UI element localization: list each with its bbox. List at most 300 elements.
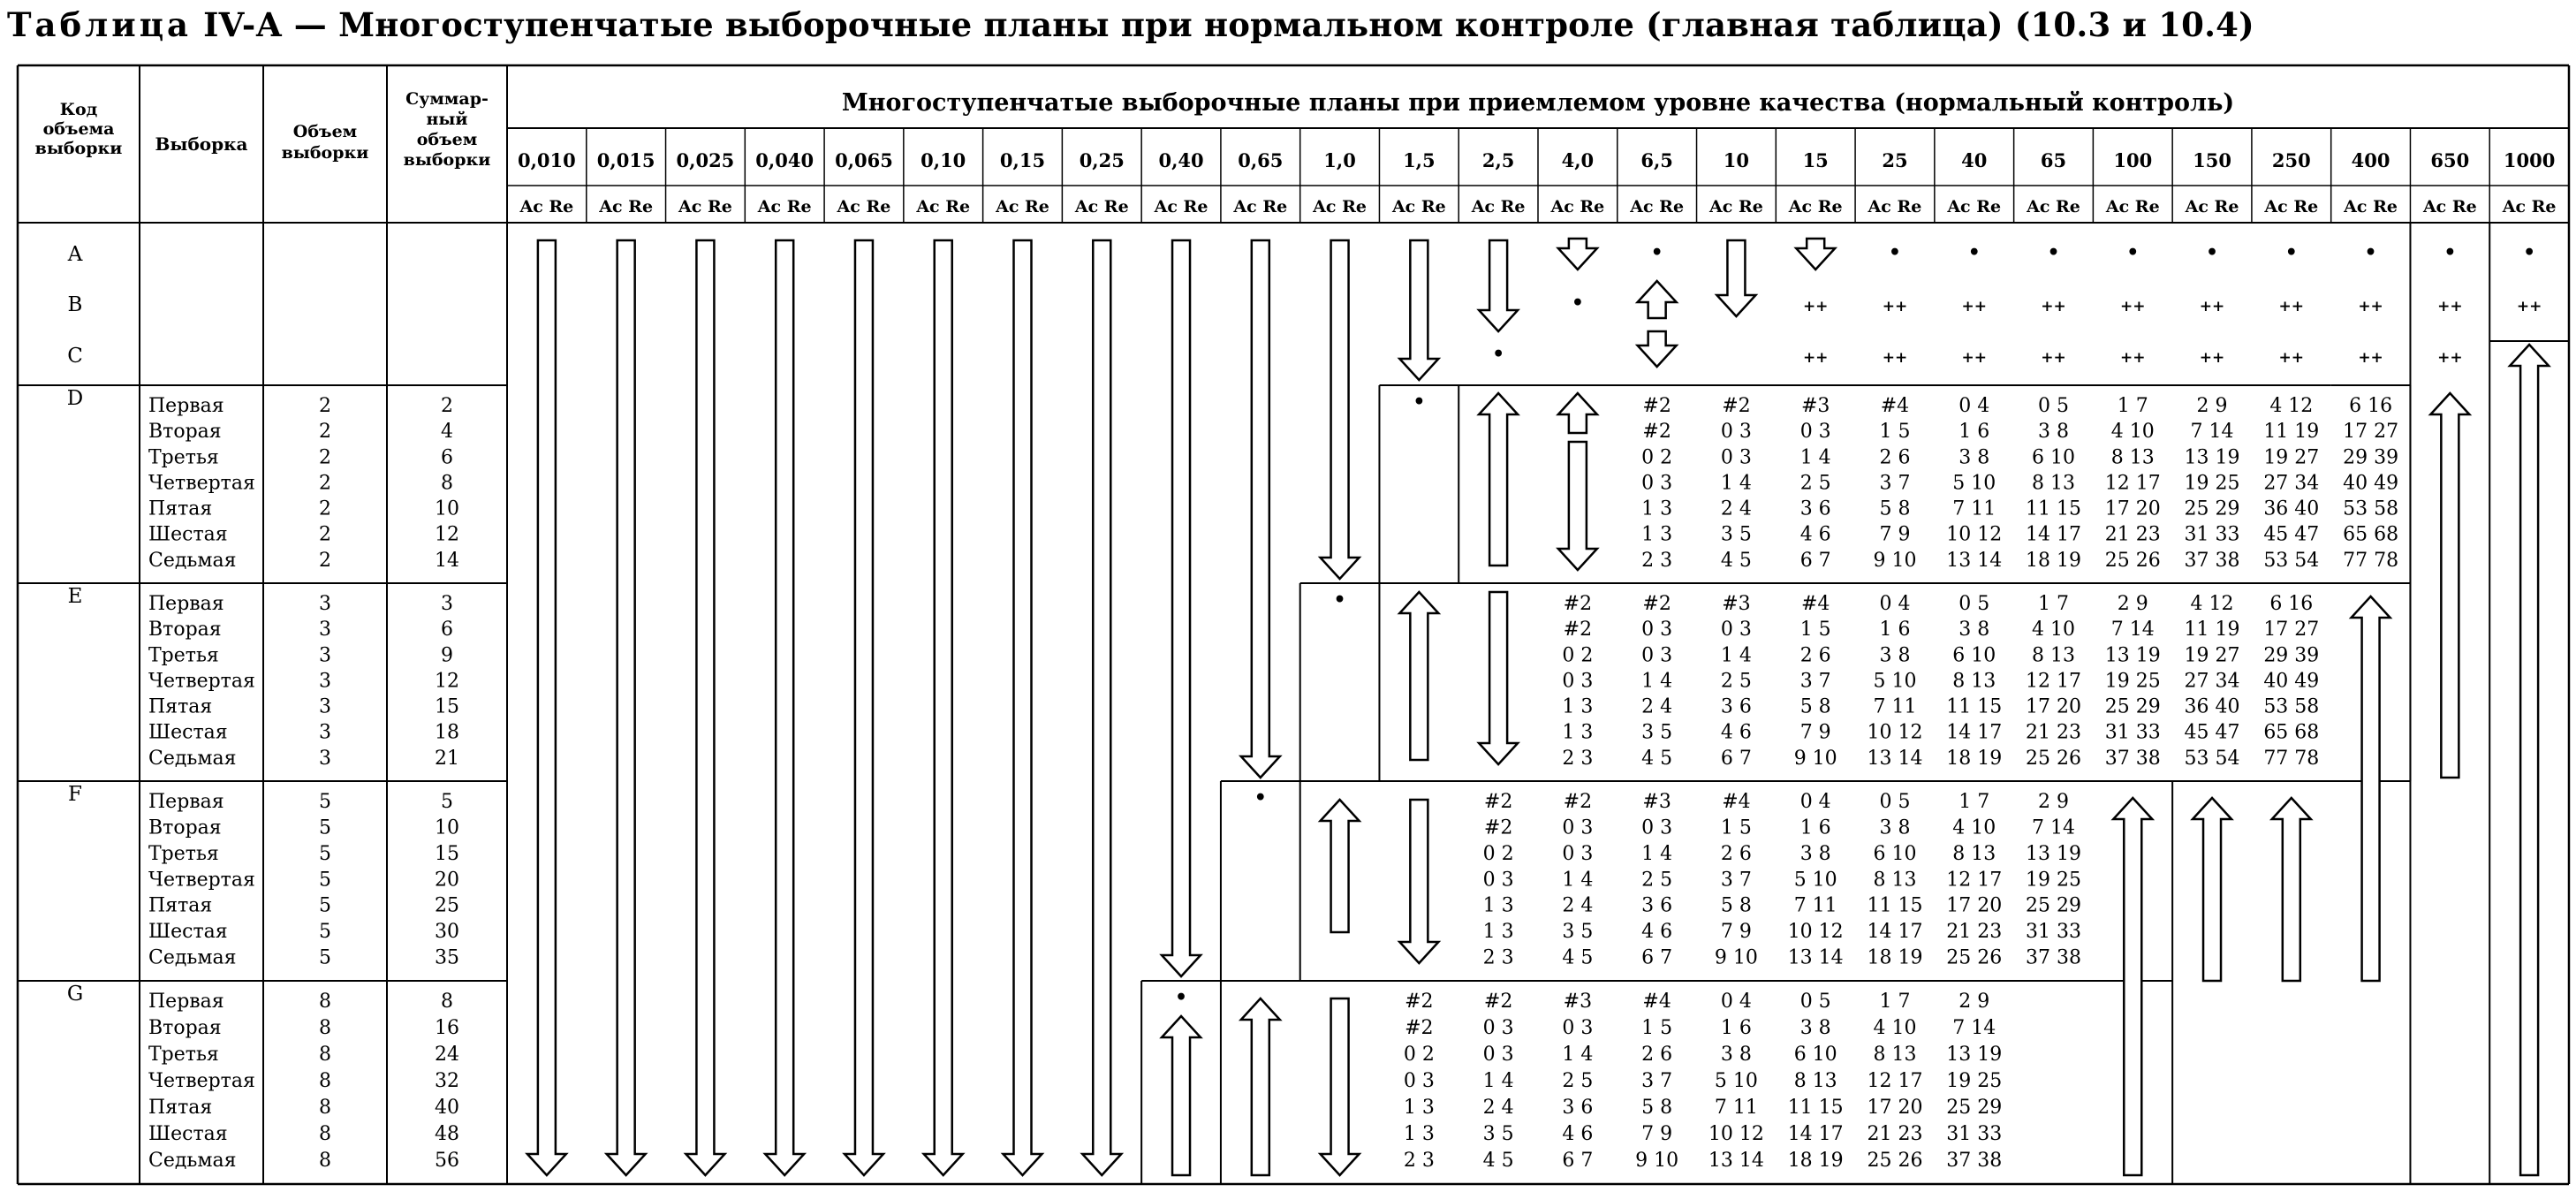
arrow-down-icon (1479, 592, 1518, 764)
plan-value: 53 54 (2263, 549, 2320, 572)
cumulative-size: 4 (441, 421, 453, 444)
arrow-down-icon (1162, 240, 1201, 976)
ac-re-header: Ac Re (1313, 197, 1367, 216)
plan-value: 3 6 (1641, 894, 1673, 917)
plan-value: 1 3 (1641, 523, 1673, 546)
plan-plus: ++ (2041, 298, 2066, 315)
plan-plus: ++ (1802, 298, 1829, 315)
ac-re-header: Ac Re (1471, 197, 1526, 216)
plan-dot: • (1333, 588, 1346, 611)
plan-dot: • (2523, 241, 2536, 264)
cumulative-header: выборки (403, 150, 491, 170)
plan-value: #3 (1563, 991, 1593, 1013)
plan-value: 1 3 (1641, 497, 1673, 520)
cumulative-size: 5 (441, 791, 453, 813)
aql-header: 0,65 (1238, 149, 1284, 171)
sample-size: 2 (319, 421, 331, 444)
plan-value: #3 (1722, 593, 1751, 615)
aql-header: 0,10 (921, 149, 966, 171)
cumulative-size: 8 (441, 991, 453, 1013)
plan-value: 19 25 (2026, 869, 2081, 892)
plan-value: #2 (1563, 593, 1593, 615)
plan-value: 2 6 (1641, 1044, 1673, 1066)
sample-code: E (67, 585, 83, 608)
aql-header: 6,5 (1640, 149, 1673, 171)
plan-value: 12 17 (2104, 472, 2161, 495)
cumulative-size: 20 (435, 869, 459, 892)
plan-value: 2 4 (1482, 1097, 1514, 1119)
sample-size: 8 (319, 1017, 331, 1039)
plan-value: 0 4 (1799, 791, 1831, 813)
plan-value: 25 29 (2026, 894, 2081, 917)
sample-size: 8 (319, 991, 331, 1013)
plan-value: 21 23 (2104, 523, 2161, 546)
aql-header: 0,40 (1158, 149, 1204, 171)
sample-size: 3 (319, 695, 331, 718)
plan-value: 2 5 (1562, 1070, 1594, 1092)
sample-size: 5 (319, 946, 331, 969)
sample-size: 8 (319, 1070, 331, 1092)
plan-value: 3 5 (1562, 921, 1594, 944)
aql-header: 0,040 (755, 149, 814, 171)
plan-dot: • (1967, 241, 1981, 264)
stage-name: Седьмая (148, 549, 237, 572)
aql-header: 4,0 (1561, 149, 1595, 171)
plan-value: 3 6 (1799, 497, 1831, 520)
aql-header: 400 (2351, 149, 2390, 171)
arrow-down-icon (1004, 240, 1042, 1175)
plan-value: 7 14 (1952, 1017, 1996, 1039)
plan-value: 12 17 (2026, 670, 2081, 693)
stage-name: Шестая (148, 523, 228, 546)
aql-header: 1,0 (1323, 149, 1356, 171)
stage-name: Шестая (148, 1123, 228, 1145)
arrow-up-icon (2430, 393, 2469, 778)
plan-value: 1 4 (1562, 1044, 1594, 1066)
plan-value: 1 6 (1959, 421, 1990, 444)
arrow-up-icon (1399, 592, 1438, 760)
plan-value: 5 8 (1879, 497, 1911, 520)
plan-value: 0 2 (1482, 842, 1514, 865)
sample-size: 5 (319, 921, 331, 944)
arrow-up-icon (1638, 281, 1677, 318)
plan-dot: • (2284, 241, 2298, 264)
plan-value: 8 13 (1793, 1070, 1837, 1092)
code-header: выборки (34, 139, 123, 158)
cumulative-size: 21 (435, 747, 459, 770)
plan-value: 14 17 (2026, 523, 2081, 546)
plan-value: #2 (1483, 791, 1513, 813)
aql-header: 250 (2271, 149, 2311, 171)
page-title (7, 5, 2254, 44)
plan-dot: • (1888, 241, 1901, 264)
plan-dot: • (2364, 241, 2377, 264)
plan-value: 1 3 (1562, 695, 1594, 718)
plan-value: 3 8 (1720, 1044, 1752, 1066)
plan-value: 13 14 (1867, 747, 1923, 770)
plan-value: 19 25 (2104, 670, 2161, 693)
plan-plus: ++ (2120, 298, 2146, 315)
plan-plus: ++ (2358, 298, 2383, 315)
plan-value: 14 17 (1787, 1123, 1844, 1145)
plan-value: 0 5 (1879, 791, 1911, 813)
ac-re-header: Ac Re (1630, 197, 1685, 216)
plan-value: 2 4 (1641, 695, 1673, 718)
aql-header: 40 (1961, 149, 1988, 171)
plan-plus: ++ (1961, 349, 1987, 367)
plan-value: 2 9 (2038, 791, 2069, 813)
cumulative-size: 18 (435, 721, 459, 744)
plan-value: 7 11 (1952, 497, 1996, 520)
plan-value: 11 19 (2184, 619, 2240, 642)
arrow-up-icon (2113, 798, 2152, 1175)
plan-value: 0 5 (2038, 395, 2069, 417)
sample-size: 5 (319, 869, 331, 892)
sample-code: F (68, 783, 82, 806)
sample-size: 8 (319, 1123, 331, 1145)
plan-value: 17 20 (2026, 695, 2081, 718)
stage-name: Вторая (148, 421, 222, 444)
plan-value: 1 7 (2038, 593, 2069, 615)
plan-value: 3 6 (1562, 1097, 1594, 1119)
plan-dot: • (1254, 786, 1267, 809)
stage-name: Пятая (148, 894, 213, 917)
plan-value: 0 3 (1720, 421, 1752, 444)
plan-value: 1 4 (1720, 644, 1752, 667)
ac-re-header: Ac Re (2502, 197, 2557, 216)
sample-size: 8 (319, 1097, 331, 1119)
plan-dot: • (2126, 241, 2140, 264)
ac-re-header: Ac Re (2105, 197, 2160, 216)
plan-dot: • (2443, 241, 2457, 264)
plan-value: 12 17 (1946, 869, 2003, 892)
plan-value: 6 10 (1793, 1044, 1837, 1066)
plan-value: 7 11 (1714, 1097, 1758, 1119)
plan-value: 1 4 (1641, 670, 1673, 693)
sample-code: B (67, 293, 83, 316)
arrow-down-icon (527, 240, 566, 1175)
plan-value: 7 14 (2190, 421, 2234, 444)
plan-value: 1 7 (1959, 791, 1990, 813)
sample-size: 2 (319, 446, 331, 469)
plan-value: 3 7 (1720, 869, 1752, 892)
plan-value: 3 8 (1959, 619, 1990, 642)
plan-value: 9 10 (1714, 946, 1758, 969)
ac-re-header: Ac Re (678, 197, 732, 216)
sample-size: 5 (319, 816, 331, 839)
plan-value: 3 8 (1799, 842, 1831, 865)
sample-size: 3 (319, 644, 331, 667)
plan-value: 1 5 (1720, 816, 1752, 839)
plan-value: 0 3 (1562, 670, 1594, 693)
plan-value: 25 29 (2184, 497, 2240, 520)
aql-header: 1000 (2503, 149, 2556, 171)
stage-name: Четвертая (148, 869, 255, 892)
cumulative-size: 25 (435, 894, 459, 917)
arrow-down-icon (1082, 240, 1121, 1175)
plan-value: 3 5 (1641, 721, 1673, 744)
aql-header: 1,5 (1403, 149, 1436, 171)
plan-value: 5 10 (1873, 670, 1917, 693)
stage-name: Пятая (148, 1097, 213, 1119)
stage-name: Первая (148, 991, 224, 1013)
aql-header: 15 (1802, 149, 1829, 171)
plan-value: 2 5 (1641, 869, 1673, 892)
plan-value: 0 3 (1403, 1070, 1435, 1092)
plan-value: 0 3 (1641, 472, 1673, 495)
arrow-up-icon (1558, 393, 1597, 433)
plan-value: 40 49 (2263, 670, 2320, 693)
plan-value: 4 6 (1799, 523, 1831, 546)
plan-value: 1 6 (1879, 619, 1911, 642)
cumulative-size: 35 (435, 946, 459, 969)
plan-value: 6 7 (1799, 549, 1831, 572)
plan-value: 1 6 (1720, 1017, 1752, 1039)
stage-name: Седьмая (148, 946, 237, 969)
plan-value: 9 10 (1793, 747, 1837, 770)
plan-value: 1 5 (1799, 619, 1831, 642)
sample-size: 3 (319, 721, 331, 744)
plan-value: #4 (1800, 593, 1830, 615)
plan-value: 2 9 (1959, 991, 1990, 1013)
cumulative-header: объем (416, 130, 478, 149)
cumulative-size: 9 (441, 644, 453, 667)
plan-value: 6 7 (1641, 946, 1673, 969)
plan-value: #4 (1642, 991, 1671, 1013)
arrow-up-icon (2352, 596, 2390, 981)
plan-value: 25 26 (2104, 549, 2161, 572)
plan-value: 13 14 (1946, 549, 2003, 572)
plan-value: 3 8 (2038, 421, 2069, 444)
plan-dot: • (1175, 986, 1188, 1009)
plan-value: 4 10 (2110, 421, 2155, 444)
plan-value: 31 33 (2184, 523, 2240, 546)
plan-value: 6 7 (1720, 747, 1752, 770)
aql-header: 100 (2113, 149, 2153, 171)
stage-name: Третья (148, 446, 219, 469)
plan-value: 45 47 (2184, 721, 2240, 744)
plan-value: 18 19 (1867, 946, 1923, 969)
ac-re-header: Ac Re (519, 197, 574, 216)
stage-name: Четвертая (148, 1070, 255, 1092)
plan-value: #2 (1563, 619, 1593, 642)
plan-value: 1 4 (1799, 446, 1831, 469)
plan-value: #2 (1483, 816, 1513, 839)
plan-value: 0 4 (1879, 593, 1911, 615)
sample-size: 2 (319, 497, 331, 520)
aql-header: 0,065 (835, 149, 893, 171)
plan-plus: ++ (2278, 349, 2305, 367)
plan-value: 2 4 (1562, 894, 1594, 917)
stage-name: Третья (148, 842, 219, 865)
plan-value: 1 3 (1482, 921, 1514, 944)
plan-value: 17 20 (1946, 894, 2003, 917)
plan-value: #2 (1405, 1017, 1434, 1039)
plan-value: 53 54 (2184, 747, 2240, 770)
arrow-up-icon (2510, 345, 2549, 1175)
plan-plus: ++ (2041, 349, 2066, 367)
plan-value: 10 12 (1867, 721, 1923, 744)
plan-value: 2 6 (1799, 644, 1831, 667)
plan-value: 6 7 (1562, 1150, 1594, 1172)
sample-size: 3 (319, 670, 331, 693)
plan-value: 2 5 (1799, 472, 1831, 495)
plan-value: 37 38 (2184, 549, 2240, 572)
plan-value: 4 6 (1641, 921, 1673, 944)
plan-value: 13 19 (2026, 842, 2081, 865)
plan-value: 18 19 (1946, 747, 2003, 770)
plan-value: 0 3 (1641, 644, 1673, 667)
arrow-down-icon (1558, 442, 1597, 570)
plan-plus: ++ (2358, 349, 2383, 367)
aql-header: 0,025 (676, 149, 735, 171)
stage-name: Шестая (148, 921, 228, 944)
plan-value: 8 13 (1952, 670, 1996, 693)
arrow-up-icon (1162, 1016, 1201, 1175)
plan-value: 8 13 (1873, 1044, 1917, 1066)
sample-size: 8 (319, 1150, 331, 1172)
cumulative-size: 10 (435, 816, 459, 839)
code-header: Код (59, 100, 98, 119)
cumulative-size: 32 (435, 1070, 459, 1092)
stage-name: Третья (148, 1044, 219, 1066)
sample-code: C (67, 345, 83, 368)
plan-value: 3 8 (1879, 816, 1911, 839)
sample-size: 5 (319, 842, 331, 865)
plan-value: 5 10 (1952, 472, 1996, 495)
plan-value: 5 8 (1799, 695, 1831, 718)
plan-value: 8 13 (1873, 869, 1917, 892)
plan-value: 8 13 (2032, 644, 2075, 667)
plan-value: #2 (1642, 421, 1671, 444)
plan-value: 29 39 (2263, 644, 2320, 667)
ac-re-header: Ac Re (837, 197, 891, 216)
plan-value: 40 49 (2343, 472, 2399, 495)
plan-value: 1 4 (1641, 842, 1673, 865)
plan-value: 27 34 (2184, 670, 2240, 693)
plan-plus: ++ (2120, 349, 2146, 367)
plan-value: 4 5 (1720, 549, 1752, 572)
plan-value: 3 7 (1799, 670, 1831, 693)
plan-value: 17 20 (2104, 497, 2161, 520)
aql-header: 0,15 (999, 149, 1046, 171)
page-title-lead: Таблица (7, 5, 193, 44)
plan-value: 12 17 (1867, 1070, 1923, 1092)
plan-plus: ++ (2437, 349, 2463, 367)
plan-value: 0 3 (1720, 446, 1752, 469)
plan-value: 11 15 (1946, 695, 2003, 718)
ac-re-header: Ac Re (2185, 197, 2239, 216)
plan-value: 0 3 (1482, 869, 1514, 892)
plan-value: 13 19 (2184, 446, 2240, 469)
cumulative-size: 56 (435, 1150, 459, 1172)
plan-value: 11 15 (1787, 1097, 1844, 1119)
plan-value: #4 (1880, 395, 1910, 417)
arrow-up-icon (1479, 393, 1518, 566)
plan-value: 5 8 (1720, 894, 1752, 917)
plan-value: 7 9 (1720, 921, 1752, 944)
sample-size: 2 (319, 472, 331, 495)
plan-value: 8 13 (1952, 842, 1996, 865)
plan-value: 7 14 (2110, 619, 2155, 642)
plan-value: 1 4 (1562, 869, 1594, 892)
plan-value: 4 5 (1562, 946, 1594, 969)
plan-value: 1 3 (1403, 1097, 1435, 1119)
plan-value: 5 10 (1793, 869, 1837, 892)
plan-value: 6 10 (1873, 842, 1917, 865)
plan-value: 31 33 (1946, 1123, 2003, 1145)
plan-value: 6 16 (2269, 593, 2314, 615)
sample-size: 3 (319, 747, 331, 770)
plan-value: 2 9 (2196, 395, 2228, 417)
plan-plus: ++ (1802, 349, 1829, 367)
stage-name: Первая (148, 395, 224, 417)
plan-value: 77 78 (2343, 549, 2399, 572)
plan-value: 3 6 (1720, 695, 1752, 718)
plan-value: 13 19 (1946, 1044, 2003, 1066)
page-title-rest: IV-А — Многоступенчатые выборочные планы при нормальном контроле (главная таблица) (10.3 и 10.4) (192, 5, 2254, 44)
arrow-down-icon (1716, 240, 1755, 316)
plan-value: 1 7 (2117, 395, 2148, 417)
cumulative-size: 24 (435, 1044, 459, 1066)
stage-name: Вторая (148, 816, 222, 839)
plan-value: 27 34 (2263, 472, 2320, 495)
ac-re-header: Ac Re (1868, 197, 1922, 216)
plan-value: 8 13 (2032, 472, 2075, 495)
aql-header: 0,25 (1079, 149, 1125, 171)
cumulative-size: 15 (435, 842, 459, 865)
aql-header: 0,010 (518, 149, 576, 171)
sample-size: 3 (319, 593, 331, 615)
plan-value: 3 7 (1879, 472, 1911, 495)
arrow-down-icon (765, 240, 804, 1175)
plan-value: 18 19 (1787, 1150, 1844, 1172)
plan-value: 7 9 (1641, 1123, 1673, 1145)
plan-value: 0 3 (1562, 816, 1594, 839)
cumulative-size: 12 (435, 523, 459, 546)
plan-value: 19 27 (2184, 644, 2240, 667)
plan-value: 19 25 (1946, 1070, 2003, 1092)
ac-re-header: Ac Re (1233, 197, 1288, 216)
cumulative-size: 6 (441, 446, 453, 469)
plan-value: 7 14 (2032, 816, 2075, 839)
plan-value: 25 29 (2104, 695, 2161, 718)
plan-dot: • (1650, 241, 1663, 264)
plan-value: 1 5 (1641, 1017, 1673, 1039)
plan-value: 3 5 (1720, 523, 1752, 546)
ac-re-header: Ac Re (1154, 197, 1208, 216)
plan-plus: ++ (2278, 298, 2305, 315)
stage-name: Пятая (148, 695, 213, 718)
arrow-up-icon (2272, 798, 2311, 981)
ac-re-header: Ac Re (1788, 197, 1843, 216)
plan-value: 0 3 (1641, 619, 1673, 642)
plan-value: 0 3 (1720, 619, 1752, 642)
sample-size: 2 (319, 395, 331, 417)
plan-value: 65 68 (2343, 523, 2399, 546)
plan-value: 11 15 (2026, 497, 2081, 520)
ac-re-header: Ac Re (2422, 197, 2477, 216)
plan-value: 0 2 (1562, 644, 1594, 667)
arrow-down-icon (1638, 331, 1677, 367)
plan-value: 0 4 (1959, 395, 1990, 417)
plan-value: 4 5 (1482, 1150, 1514, 1172)
sample-size: 5 (319, 894, 331, 917)
plan-value: 11 19 (2263, 421, 2320, 444)
plan-value: 13 14 (1787, 946, 1844, 969)
ac-re-header: Ac Re (1709, 197, 1763, 216)
sample-size: 2 (319, 523, 331, 546)
